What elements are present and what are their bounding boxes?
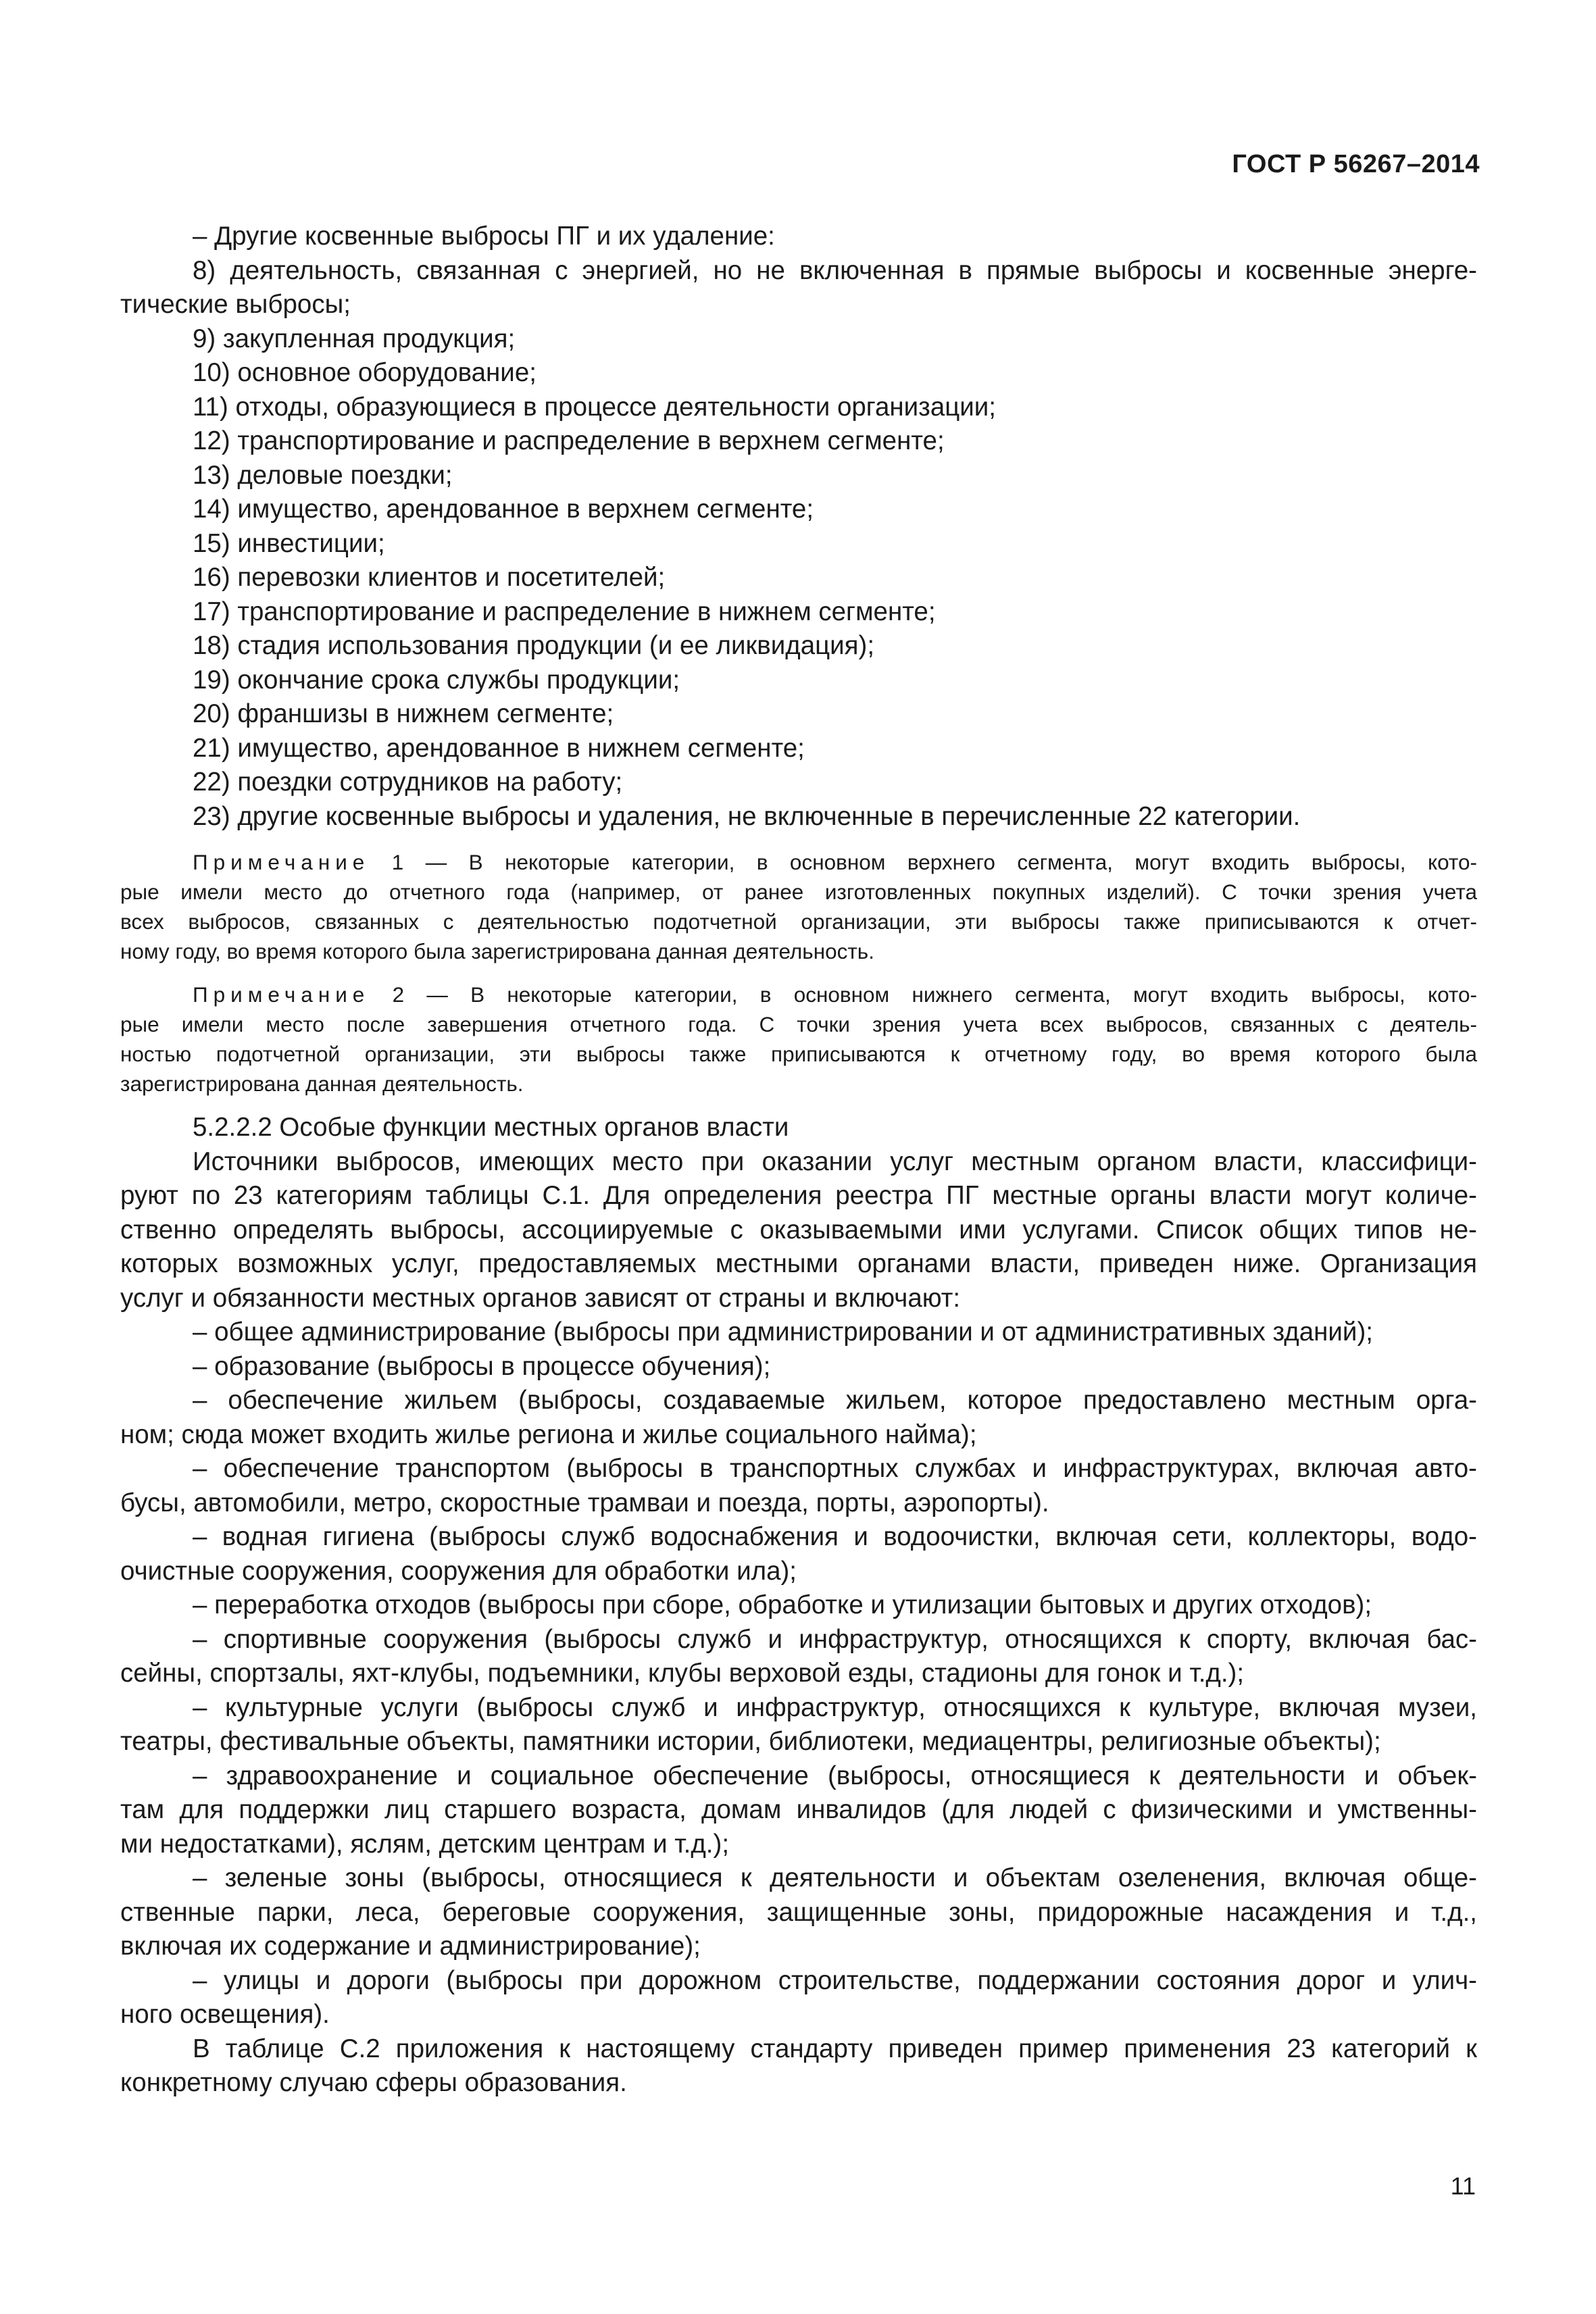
note-2-line-4: зарегистрирована данная деятельность.	[120, 1072, 524, 1096]
note-2-line-1	[120, 980, 1477, 1009]
bullet-item: – культурные услуги (выбросы служб и инфраструктур, относящихся к культуре, включая музеи,	[193, 1692, 1477, 1722]
bullet-item-continuation: ного освещения).	[120, 2000, 330, 2029]
list-item: 9) закупленная продукция;	[193, 324, 516, 353]
bullet-item: – обеспечение жильем (выбросы, создаваемые жильем, которое предоставлено местным орга-	[193, 1386, 1477, 1415]
bullet-item: – зеленые зоны (выбросы, относящиеся к деятельности и объектам озеленения, включая обще-	[193, 1863, 1477, 1892]
note-label: Примечание	[193, 850, 370, 874]
note-label: Примечание	[193, 982, 370, 1007]
list-item: 20) франшизы в нижнем сегменте;	[193, 699, 614, 728]
bullet-item: – спортивные сооружения (выбросы служб и инфраструктур, относящихся к спорту, включая бас-	[193, 1624, 1477, 1654]
note-2-line-1-text: 2 — В некоторые категории, в основном нижнего сегмента, могут входить выбросы, кото-	[370, 982, 1477, 1007]
list-item: 23) другие косвенные выбросы и удаления, не включенные в перечисленные 22 категории.	[193, 801, 1301, 831]
paragraph-line: руют по 23 категориям таблицы С.1. Для определения реестра ПГ местные органы власти могут количе-	[120, 1181, 1477, 1210]
list-intro: – Другие косвенные выбросы ПГ и их удаление:	[193, 222, 775, 251]
list-item-8-line-2: тические выбросы;	[120, 290, 351, 319]
list-item: 21) имущество, арендованное в нижнем сегменте;	[193, 733, 805, 763]
bullet-item-continuation: очистные сооружения, сооружения для обработки ила);	[120, 1556, 797, 1586]
paragraph-line: которых возможных услуг, предоставляемых местными органами власти, приведен ниже. Организация	[120, 1249, 1477, 1278]
list-item: 15) инвестиции;	[193, 528, 385, 558]
document-id-header: ГОСТ Р 56267–2014	[1232, 150, 1480, 178]
bullet-item-continuation: ном; сюда может входить жилье региона и жилье социального найма);	[120, 1419, 977, 1449]
note-1-line-2: рые имели место до отчетного года (например, от ранее изготовленных покупных изделий). С точки зрения учета	[120, 880, 1477, 904]
bullet-item-continuation: театры, фестивальные объекты, памятники истории, библиотеки, медиацентры, религиозные объекты);	[120, 1727, 1381, 1756]
list-item: 18) стадия использования продукции (и ее ликвидация);	[193, 631, 875, 660]
paragraph-line: Источники выбросов, имеющих место при оказании услуг местным органом власти, классифици-	[193, 1147, 1477, 1176]
page-content	[120, 220, 1477, 2101]
bullet-item-continuation: сейны, спортзалы, яхт-клубы, подъемники, клубы верховой езды, стадионы для гонок и т.д.);	[120, 1659, 1245, 1688]
note-2-line-3: ностью подотчетной организации, эти выбросы также приписываются к отчетному году, во время которого была	[120, 1042, 1477, 1066]
bullet-item: – образование (выбросы в процессе обучения);	[193, 1351, 771, 1381]
bullet-item-continuation: ственные парки, леса, береговые сооружения, защищенные зоны, придорожные насаждения и т.д.,	[120, 1897, 1477, 1927]
bullet-item: – переработка отходов (выбросы при сборе, обработке и утилизации бытовых и других отходов);	[193, 1590, 1372, 1619]
note-2-line-2: рые имели место после завершения отчетного года. С точки зрения учета всех выбросов, связанных с деятель-	[120, 1012, 1477, 1036]
list-item: 12) транспортирование и распределение в верхнем сегменте;	[193, 426, 945, 455]
paragraph-line: ственно определять выбросы, ассоциируемые с оказываемыми ими услугами. Список общих типов не-	[120, 1215, 1477, 1244]
list-item: 11) отходы, образующиеся в процессе деятельности организации;	[193, 392, 997, 422]
note-1-line-3: всех выбросов, связанных с деятельностью подотчетной организации, эти выбросы также приписываются к отчет-	[120, 909, 1477, 934]
bullet-item-continuation: бусы, автомобили, метро, скоростные трамваи и поезда, порты, аэропорты).	[120, 1488, 1049, 1517]
note-1	[120, 847, 1477, 966]
list-item: 10) основное оборудование;	[193, 358, 537, 387]
note-1-line-1	[120, 847, 1477, 877]
page-number: 11	[1450, 2172, 1476, 2200]
closing-paragraph-line: В таблице С.2 приложения к настоящему стандарту приведен пример применения 23 категорий к	[193, 2034, 1477, 2063]
list-item: 14) имущество, арендованное в верхнем сегменте;	[193, 495, 814, 524]
list-item: 13) деловые поездки;	[193, 460, 453, 490]
bullet-item: – здравоохранение и социальное обеспечение (выбросы, относящиеся к деятельности и объек-	[193, 1761, 1477, 1790]
list-item: 22) поездки сотрудников на работу;	[193, 768, 623, 797]
closing-paragraph-line: конкретному случаю сферы образования.	[120, 2068, 627, 2097]
list-item: 17) транспортирование и распределение в нижнем сегменте;	[193, 597, 936, 626]
paragraph-line: услуг и обязанности местных органов зависят от страны и включают:	[120, 1283, 961, 1313]
note-2	[120, 980, 1477, 1099]
bullet-item: – водная гигиена (выбросы служб водоснабжения и водоочистки, включая сети, коллекторы, водо-	[193, 1522, 1477, 1551]
bullet-item-continuation: там для поддержки лиц старшего возраста, домам инвалидов (для людей с физическими и умственны-	[120, 1795, 1477, 1824]
bullet-item-continuation: ми недостатками), яслям, детским центрам и т.д.);	[120, 1829, 730, 1859]
section-heading: 5.2.2.2 Особые функции местных органов власти	[193, 1113, 789, 1142]
bullet-item-continuation: включая их содержание и администрирование);	[120, 1932, 701, 1961]
note-1-line-4: ному году, во время которого была зарегистрирована данная деятельность.	[120, 939, 874, 963]
bullet-item: – обеспечение транспортом (выбросы в транспортных службах и инфраструктурах, включая авто-	[193, 1454, 1477, 1483]
list-item-8-line-1: 8) деятельность, связанная с энергией, но не включенная в прямые выбросы и косвенные энерге-	[193, 255, 1477, 285]
bullet-item: – общее администрирование (выбросы при администрировании и от административных зданий);	[193, 1317, 1373, 1347]
list-item: 19) окончание срока службы продукции;	[193, 665, 680, 695]
bullet-item: – улицы и дороги (выбросы при дорожном строительстве, поддержании состояния дорог и улич-	[193, 1965, 1477, 1995]
list-item: 16) перевозки клиентов и посетителей;	[193, 563, 666, 592]
note-1-line-1-text: 1 — В некоторые категории, в основном верхнего сегмента, могут входить выбросы, кото-	[370, 850, 1477, 874]
